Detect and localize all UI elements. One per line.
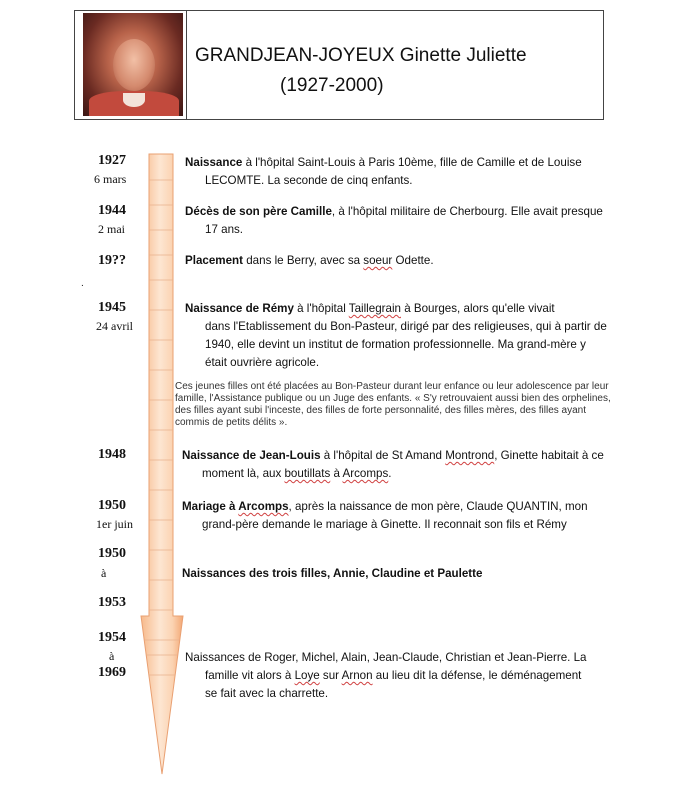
bon-pasteur-note: Ces jeunes filles ont été placées au Bon-Pasteur durant leur enfance ou leur adolescence par leur famille, l'Assistance publique ou un Juge des enfants. « S'y retrouvaient aussi bien des orphelines, des filles ayant subi l'inceste, des filles de forte personnalité, des filles mères, des filles ayant commis de petits délits ».	[175, 381, 611, 428]
year-1944: 1944	[98, 203, 126, 218]
event-1944: Décès de son père Camille, à l'hôpital militaire de Cherbourg. Elle avait presque 17 ans.	[185, 205, 603, 236]
life-years: (1927-2000)	[280, 75, 384, 96]
year-1954: 1954	[98, 630, 126, 645]
year-19xx: 19??	[98, 253, 126, 268]
event-1950: Mariage à Arcomps, après la naissance de mon père, Claude QUANTIN, mon grand-père demande le mariage à Ginette. Il reconnait son fils et Rémy	[182, 500, 588, 531]
portrait-photo	[83, 13, 183, 116]
stray-mark: .	[81, 278, 84, 289]
date-1950-b: à	[101, 566, 107, 580]
header-box	[74, 10, 604, 120]
year-1950: 1950	[98, 498, 126, 513]
event-19xx: Placement dans le Berry, avec sa soeur Odette.	[185, 254, 434, 267]
date-1950: 1er juin	[96, 517, 133, 531]
event-1927: Naissance à l'hôpital Saint-Louis à Paris 10ème, fille de Camille et de Louise LECOMTE. La seconde de cinq enfants.	[185, 156, 582, 187]
date-1954: à	[109, 649, 115, 663]
year-1927: 1927	[98, 153, 126, 168]
year-1945: 1945	[98, 300, 126, 315]
date-1945: 24 avril	[96, 319, 133, 333]
year-1953: 1953	[98, 595, 126, 610]
event-1945: Naissance de Rémy à l'hôpital Taillegrain à Bourges, alors qu'elle vivait dans l'Etablissement du Bon-Pasteur, dirigé par des religieuses, qui à partir de 1940, elle devint un institut de formation professionnelle. Ma grand-mère y était ouvrière agricole.	[185, 302, 607, 369]
divider	[186, 11, 187, 119]
year-1950-b: 1950	[98, 546, 126, 561]
year-1948: 1948	[98, 447, 126, 462]
date-1944: 2 mai	[98, 222, 125, 236]
event-1950-1953: Naissances des trois filles, Annie, Claudine et Paulette	[182, 567, 483, 580]
event-1948: Naissance de Jean-Louis à l'hôpital de St Amand Montrond, Ginette habitait à ce moment là, aux boutillats à Arcomps.	[182, 449, 604, 480]
person-name: GRANDJEAN-JOYEUX Ginette Juliette	[195, 45, 527, 66]
date-1927: 6 mars	[94, 172, 127, 186]
year-1969: 1969	[98, 665, 126, 680]
event-1954-1969: Naissances de Roger, Michel, Alain, Jean-Claude, Christian et Jean-Pierre. La famille vit alors à Loye sur Arnon au lieu dit la défense, le déménagement se fait avec la charrette.	[185, 651, 587, 700]
